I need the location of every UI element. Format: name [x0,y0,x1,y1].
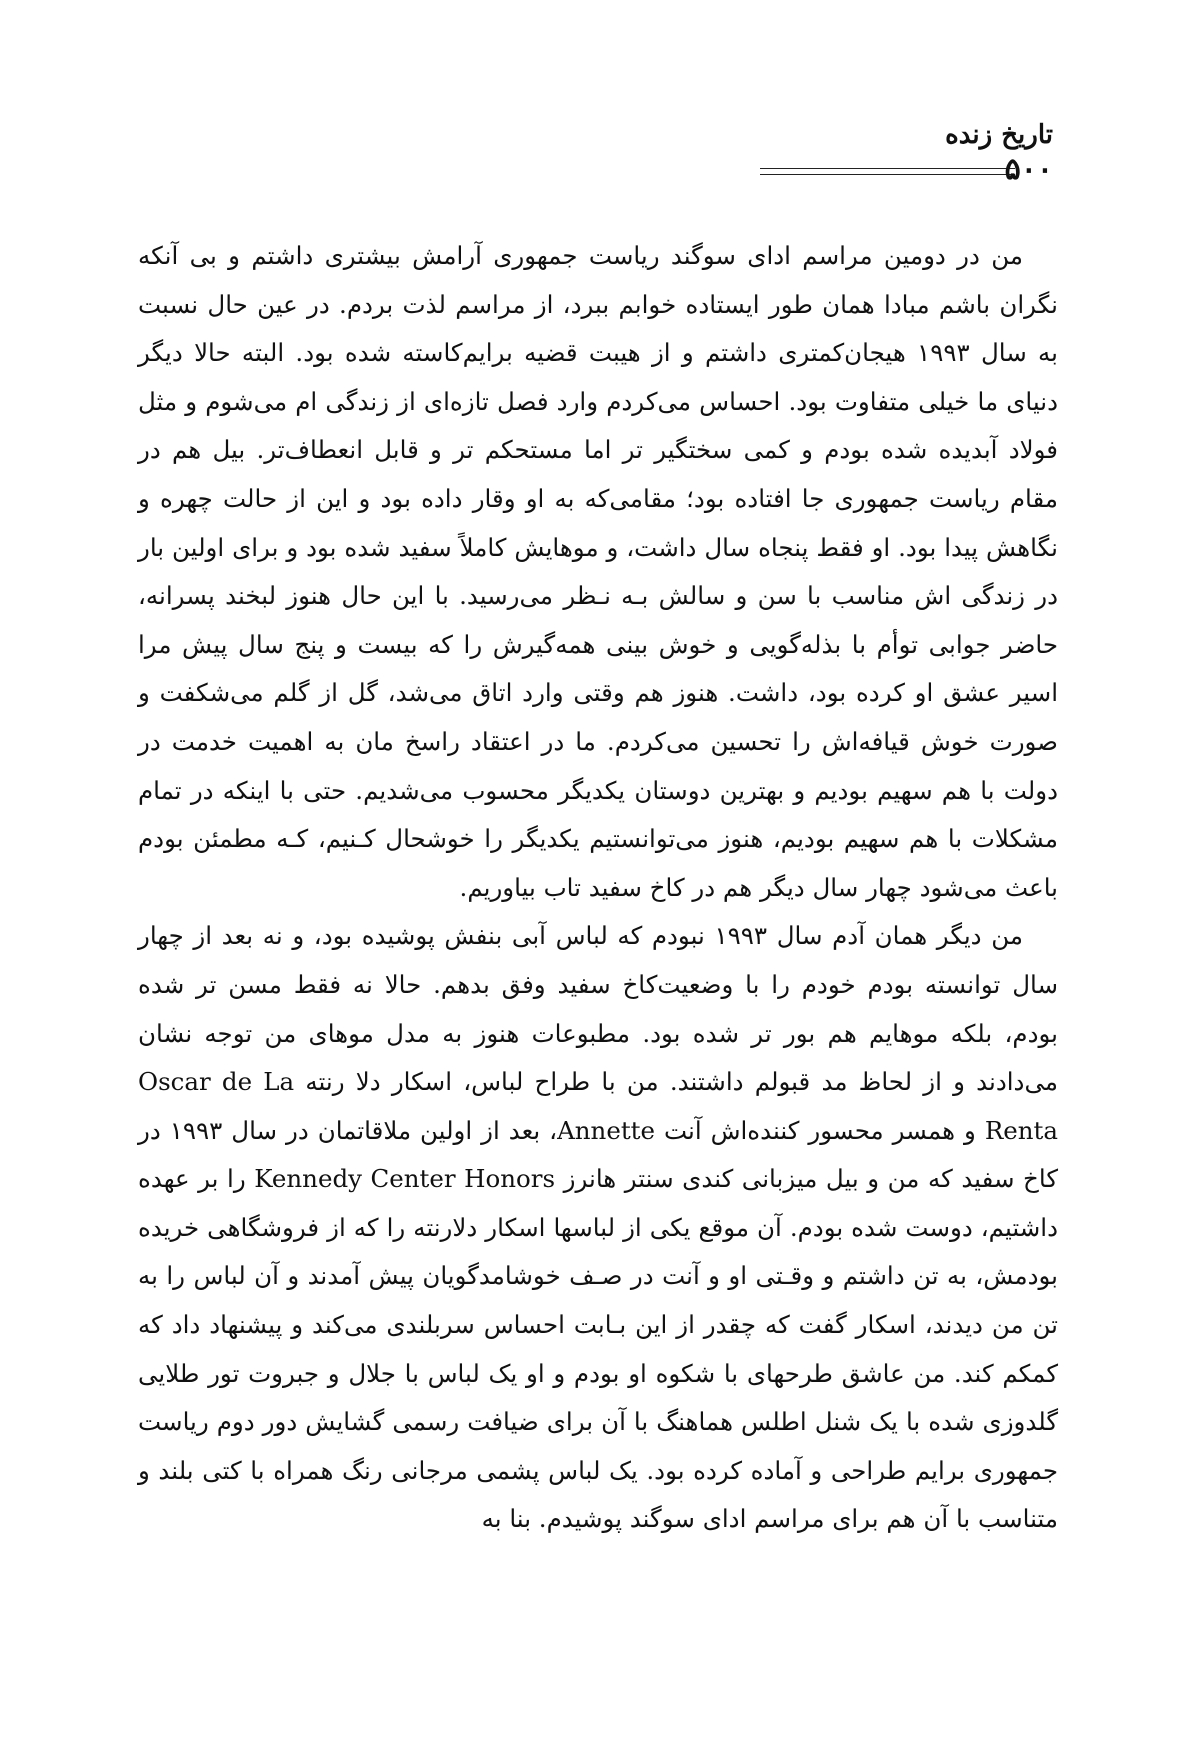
text-run: را بر عهده داشتیم، دوست شده بودم. آن موقع یکی از لباسها اسکار دلارنته را که از فروشگاهی خریده بودمش، به تن داشتم و وقـتی او و آنت در صـف خوشامدگویان پیش آمدند و آن لباس را به تن من دیدند، اسکار گفت که چقدر از این بـابت احساس سربلندی می‌کند و پیشنهاد داد که کمکم کند. من عاشق طرحهای با شکوه او بودم و او یک لباس با جلال و جبروت تور طلایی گلدوزی شده با یک شنل اطلس هماهنگ با آن برای ضیافت رسمی گشایش دور دوم ریاست جمهوری برایم طراحی و آماده کرده بود. یک لباس پشمی مرجانی رنگ همراه با کتی بلند و متناسب با آن هم برای مراسم ادای سوگند پوشیدم. بنا به [138,1164,1058,1534]
latin-term: Oscar de La Renta [138,1067,1059,1145]
header-double-rule [760,168,1015,175]
body-text [138,232,1058,1544]
latin-term: Kennedy Center Honors [254,1164,556,1194]
text-run: من دیگر همان آدم سال ۱۹۹۳ نبودم که لباس آبی بنفش پوشیده بود، و نه بعد از چهار سال توانسته بودم خودم را با وضعیت‌کاخ سفید وفق بدهم. حالا نه فقط مسن تر شده بودم، بلکه موهایم هم بور تر شده بود. مطبوعات هنوز به مدل موهای من توجه نشان می‌دادند و از لحاظ مد قبولم داشتند. من با طراح لباس، اسکار دلا رنته [138,921,1058,1097]
latin-term: Annette [557,1115,656,1145]
page-number: ۵۰۰ [1004,152,1053,187]
text-run: و همسر محسور کننده‌اش آنت [655,1115,985,1145]
paragraph [138,912,1058,1544]
paragraph [138,232,1058,912]
text-run: ، بعد از اولین ملاقاتمان در سال ۱۹۹۳ در کاخ سفید که من و بیل میزبانی کندی سنتر هانرز [138,1115,1058,1194]
running-header-title: تاریخ زنده [945,120,1053,150]
text-run: من در دومین مراسم ادای سوگند ریاست جمهوری آرامش بیشتری داشتم و بی آنکه نگران باشم مبادا همان طور ایستاده خوابم ببرد، از مراسم لذت بردم. در عین حال نسبت به سال ۱۹۹۳ هیجان‌کمتری داشتم و از هیبت قضیه برایم‌کاسته شده بود. البته حالا دیگر دنیای ما خیلی متفاوت بود. احساس می‌کردم وارد فصل تازه‌ای از زندگی ام می‌شوم و مثل فولاد آبدیده شده بودم و کمی سختگیر تر اما مستحکم تر و قابل انعطاف‌تر. بیل هم در مقام ریاست جمهوری جا افتاده بود؛ مقامی‌که به او وقار داده بود و این از حالت چهره و نگاهش پیدا بود. او فقط پنجاه سال داشت، و موهایش کاملاً سفید شده بود و برای اولین بار در زندگی اش مناسب با سن و سالش بـه نـظر می‌رسید. با این حال هنوز لبخند پسرانه، حاضر جوابی توأم با بذله‌گویی و خوش بینی همه‌گیرش را که بیست و پنج سال پیش مرا اسیر عشق او کرده بود، داشت. هنوز هم وقتی وارد اتاق می‌شد، گل از گلم می‌شکفت و صورت خوش قیافه‌اش را تحسین می‌کردم. ما در اعتقاد راسخ مان به اهمیت خدمت در دولت با هم سهیم بودیم و بهترین دوستان یکدیگر محسوب می‌شدیم. حتی با اینکه در تمام مشکلات با هم سهیم بودیم، هنوز می‌توانستیم یکدیگر را خوشحال کـنیم، کـه مطمئن بودم باعث می‌شود چهار سال دیگر هم در کاخ سفید تاب بیاوریم. [138,241,1058,902]
